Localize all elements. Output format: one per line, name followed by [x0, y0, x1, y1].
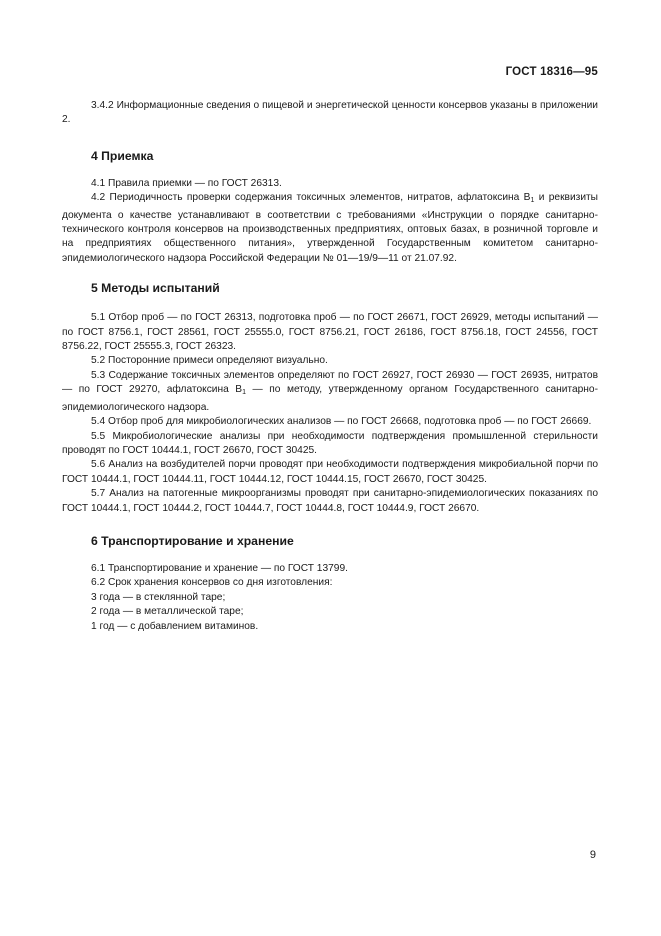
subscript: 1 [530, 197, 535, 205]
list-item: 3 года — в стеклянной таре; [91, 591, 226, 603]
paragraph-3-4-2: 3.4.2 Информационные сведения о пищевой и энергетической ценности консервов указаны в приложении 2. [62, 100, 598, 126]
list-item: 2 года — в металлической таре; [91, 606, 244, 618]
paragraph-4-2-text-b: и реквизиты документа о качестве устанавливают в соответствии с требованиями «Инструкции о порядке санитарно-технического контроля консервов на производственных предприятиях, оптовых базах, в розничной торговле и на предприятиях общественного питания», утвержденной Государственным комитетом санитарно-эпидемиологического надзора Российской Федерации № 01—19/9—11 от 21.07.92. [62, 192, 598, 264]
paragraph-5-6: 5.6 Анализ на возбудителей порчи проводят при необходимости подтверждения микробиальной порчи по ГОСТ 10444.1, ГОСТ 10444.11, ГОСТ 10444.12, ГОСТ 10444.15, ГОСТ 26670, ГОСТ 30425. [62, 459, 598, 485]
page-number: 9 [589, 849, 596, 861]
paragraph-5-3-text-b: — по методу, утвержденному органом Государственного санитарно-эпидемиологического надзора. [62, 384, 598, 413]
paragraph-4-2 [62, 191, 598, 266]
paragraph-6-2: 6.2 Срок хранения консервов со дня изготовления: [91, 577, 333, 589]
paragraph-5-1: 5.1 Отбор проб — по ГОСТ 26313, подготовка проб — по ГОСТ 26671, ГОСТ 26929, методы испытаний — по ГОСТ 8756.1, ГОСТ 28561, ГОСТ 25555.0, ГОСТ 8756.21, ГОСТ 26186, ГОСТ 8756.18, ГОСТ 24556, ГОСТ 8756.22, ГОСТ 25555.3, ГОСТ 26323. [62, 312, 598, 353]
paragraph-5-5: 5.5 Микробиологические анализы при необходимости подтверждения промышленной стерильности проводят по ГОСТ 10444.1, ГОСТ 26670, ГОСТ 30425. [62, 430, 598, 456]
subscript: 1 [242, 389, 247, 397]
section-6-title: 6 Транспортирование и хранение [91, 533, 294, 548]
section-4-title: 4 Приемка [91, 148, 154, 163]
paragraph-6-1: 6.1 Транспортирование и хранение — по ГОСТ 13799. [91, 562, 348, 574]
paragraph-4-1: 4.1 Правила приемки — по ГОСТ 26313. [91, 177, 282, 189]
page-content [62, 99, 598, 634]
paragraph-5-3 [62, 369, 598, 415]
paragraph-4-2-text-a: 4.2 Периодичность проверки содержания токсичных элементов, нитратов, афлатоксина B [91, 192, 531, 204]
paragraph-5-4: 5.4 Отбор проб для микробиологических анализов — по ГОСТ 26668, подготовка проб — по ГОСТ 26669. [91, 416, 592, 428]
paragraph-5-3-text-a: 5.3 Содержание токсичных элементов определяют по ГОСТ 26927, ГОСТ 26930 — ГОСТ 26935, нитратов — по ГОСТ 29270, афлатоксина B [62, 369, 598, 396]
section-5-title: 5 Методы испытаний [91, 281, 220, 296]
paragraph-5-2: 5.2 Посторонние примеси определяют визуально. [91, 355, 328, 367]
list-item: 1 год — с добавлением витаминов. [91, 620, 259, 632]
paragraph-5-7: 5.7 Анализ на патогенные микроорганизмы проводят при санитарно-эпидемиологических показаниях по ГОСТ 10444.1, ГОСТ 10444.2, ГОСТ 10444.7, ГОСТ 10444.8, ГОСТ 10444.9, ГОСТ 26670. [62, 488, 598, 514]
page-header: ГОСТ 18316—95 [505, 66, 598, 78]
